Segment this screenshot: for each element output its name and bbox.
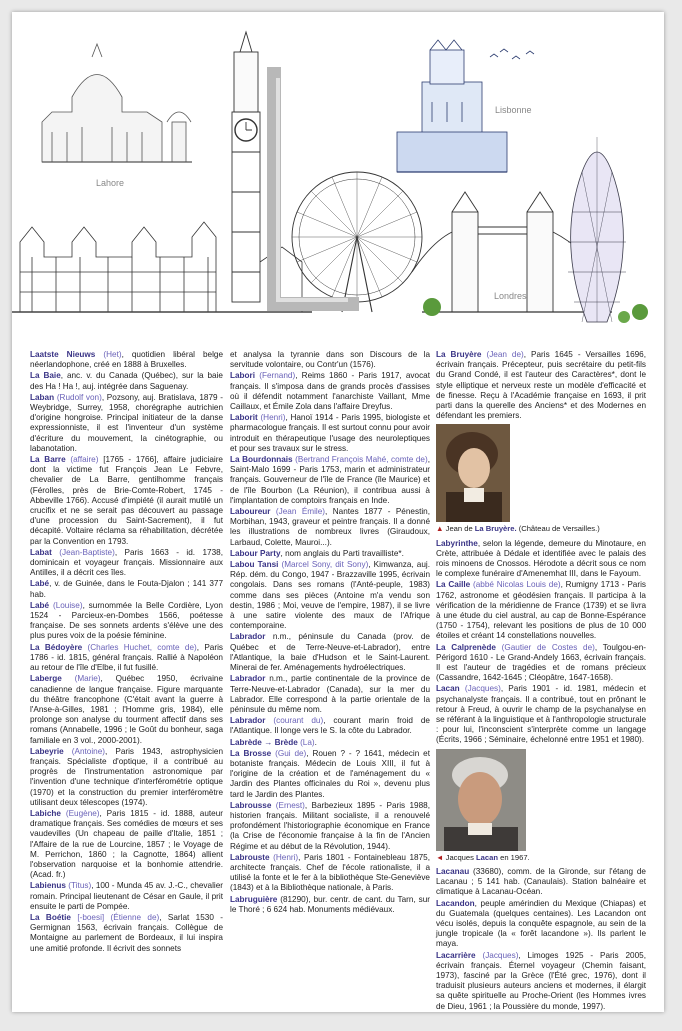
- dictionary-entry: [230, 674, 430, 715]
- dictionary-entry: [436, 539, 646, 580]
- entry-text: , Nantes 1877 - Pénestin, Morbihan, 1943, graveur et peintre français. Il a donné les illustrations de nombreux livres (Giraudoux, Larbaud, Colette, Mauroi...).: [230, 507, 430, 547]
- entry-text: (81290), bur. centr. de cant. du Tarn, sur le Thoré ; 6 624 hab. Monuments médiévaux.: [230, 894, 430, 914]
- entry-headword: Labou Tansi: [230, 560, 279, 570]
- entry-qualifier: (Bertrand François Mahé, comte de): [295, 455, 428, 465]
- dictionary-entry: [30, 674, 223, 745]
- dictionary-entry: [30, 601, 223, 642]
- entry-text: , Reims 1860 - Paris 1917, avocat français. Il s'imposa dans de grands procès d'assises où il défendit notamment l'anarchiste Vaillant, Mme Caillaux, et Émile Zola dans l'affaire Dreyfus.: [230, 371, 430, 412]
- column-2: [230, 350, 430, 916]
- entry-headword: Laborit: [230, 413, 258, 423]
- entry-text: et analysa la tyrannie dans son Discours de la servitude volontaire, ou Contr'un (1576).: [230, 350, 430, 370]
- entry-headword: La Bédoyère: [30, 642, 83, 652]
- entry-headword: Labé: [30, 579, 50, 589]
- entry-text: , Rouen ? - ? 1641, médecin et botaniste français. Médecin de Louis XIII, il fut à l'origine de la création et de l'aménagement du « Jardin des Plantes officinales du Roi », devenu plus tard le Jardin des Plantes.: [230, 748, 430, 799]
- entry-qualifier: (Marie): [74, 674, 101, 684]
- entry-headword: Laberge: [30, 674, 62, 684]
- entry-headword: Labat: [30, 547, 52, 557]
- entry-text: n.m., partie continentale de la province de Terre-Neuve-et-Labrador (Canada), sur la mer du Labrador. Elle correspond à la partie orientale de la péninsule du même nom.: [230, 674, 430, 714]
- entry-qualifier: (Eugène): [65, 808, 100, 818]
- entry-text: , Hanoï 1914 - Paris 1995, biologiste et pharmacologue français. Il est surtout connu pour avoir introduit en thérapeutique l'usage des neuroleptiques et pour ses travaux sur le stress.: [230, 413, 430, 453]
- dictionary-entry: [230, 507, 430, 548]
- lisbonne-label: Lisbonne: [495, 105, 532, 115]
- entry-text: , Barbezieux 1895 - Paris 1988, historien français. Militant socialiste, il a renouvelé profondément l'historiographie économique en France (la Crise de l'économie française à la fin de l'Ancien Régime et au début de la Révolution, 1944).: [230, 800, 430, 851]
- entry-text: , Limoges 1925 - Paris 2005, écrivain français. Éternel voyageur (Chemin faisant, 1973), fasciné par la Grèce (l'Été grec, 1976), dont il traduisit plusieurs auteurs anciens et modernes, il élargit sa quête spirituelle au Proche-Orient (les Hommes ivres de Dieu, 1961 ; la Poussière du monde, 1997).: [436, 950, 646, 1011]
- entry-text: , Rumigny 1713 - Paris 1762, astronome et géodésien français. Il participa à la vérification de la méridienne de France (1739) et se livra à une étude du ciel austral, au cap de Bonne-Espérance (1750 - 1754), relevant les positions de plus de 10 000 étoiles et créant 14 constellations nouvelles.: [436, 580, 646, 641]
- entry-headword: Labiche: [30, 808, 61, 818]
- entry-headword: Lacan: [436, 684, 460, 694]
- entry-headword: La Brosse: [230, 748, 272, 758]
- entry-text: , Toulgou-en-Périgord 1610 - Le Grand-Andely 1663, écrivain français. Il est l'auteur de tragédies et de romans précieux (Cassandre, 1642-1645 ; Cléopâtre, 1647-1658).: [436, 642, 647, 683]
- dictionary-entry: [30, 350, 223, 370]
- column-3: [436, 350, 646, 1012]
- dictionary-entry: [30, 455, 223, 547]
- dictionary-entry: [230, 350, 430, 370]
- entry-qualifier: (Gui de): [275, 748, 307, 758]
- entry-text: , quotidien libéral belge néerlandophone, créé en 1888 à Bruxelles.: [30, 350, 224, 370]
- entry-qualifier: (affaire): [70, 455, 99, 465]
- entry-text: , anc. v. du Canada (Québec), sur la baie des Ha ! Ha !, auj. intégrée dans Saguenay.: [30, 371, 223, 391]
- entry-qualifier: (Jean de): [486, 350, 524, 359]
- dictionary-entry: [30, 548, 223, 579]
- lacan-portrait: [436, 749, 526, 851]
- entry-headword: Lacarrière: [436, 950, 476, 960]
- entry-qualifier: (Jean Émile): [275, 507, 326, 517]
- entry-text: , Paris 1786 - id. 1815, général français. Rallié à Napoléon au retour de l'île d'Elbe, il fut fusillé.: [30, 642, 223, 673]
- entry-text: , Paris 1645 - Versailles 1696, écrivain français. Précepteur, puis secrétaire du petit-fils du Grand Condé, il est l'auteur des Caractères*, dont le style elliptique et nerveux reste un modèle d'efficacité et de finesse. Reçu à l'Académie française en 1693, il prit parti dans la querelle des Anciens* et des Modernes en défendant les premiers.: [436, 350, 647, 421]
- dictionary-entry: [230, 895, 430, 915]
- entry-headword: Labrador: [230, 716, 266, 726]
- dictionary-entry: [230, 632, 430, 673]
- dictionary-entry: [230, 455, 430, 506]
- triangle-marker-icon: ▲: [436, 524, 446, 534]
- dictionary-entry: [230, 371, 430, 412]
- dictionary-entry: [30, 913, 223, 954]
- entry-text: , Pozsony, auj. Bratislava, 1879 - Weybridge, Surrey, 1958, chorégraphe autrichien d'origine hongroise. Principal initiateur de la danse expressionniste, il est l'inventeur d'un système d'écriture du mouvement, la cinétographie, ou labanotation.: [30, 392, 223, 453]
- dictionary-entry: [230, 801, 430, 852]
- entry-qualifier: (Titus): [68, 881, 92, 891]
- entry-headword: La Barre: [30, 455, 66, 465]
- entry-qualifier: (Het): [103, 350, 122, 359]
- entry-qualifier: [-boesi] (Étienne de): [77, 912, 160, 922]
- entry-headword: Labruguière: [230, 894, 278, 904]
- entry-text: , peuple amérindien du Mexique (Chiapas) et du Guatemala (quelques centaines). Les Lacandon ont vécu isolés, depuis la conquête espagnole, au sein de la jungle tropicale (la « forêt lacandone »). Ils parlent le maya.: [436, 898, 646, 949]
- entry-text: , 100 - Munda 45 av. J.-C., chevalier romain. Principal lieutenant de César en Gaule, il prit ensuite le parti de Pompée.: [30, 881, 223, 911]
- entry-headword: Laboureur: [230, 507, 271, 517]
- entry-headword: Labori: [230, 371, 256, 381]
- dictionary-entry: [230, 549, 430, 559]
- entry-qualifier: (Jean-Baptiste): [59, 547, 115, 557]
- entry-headword: Labienus: [30, 881, 66, 891]
- entry-qualifier: (Ernest): [275, 800, 305, 810]
- dictionary-entry: [30, 393, 223, 454]
- entry-headword: La Caille: [436, 580, 471, 590]
- entry-qualifier: (Gautier de Costes de): [501, 642, 595, 652]
- dictionary-entry: [436, 350, 646, 421]
- dictionary-entry: [30, 881, 223, 912]
- entry-text: , Kimwanza, auj. Rép. dém. du Congo, 1947 - Brazzaville 1995, écrivain congolais. Dans ses romans (l'Anté-peuple, 1983) comme dans ses pièces (Antoine m'a vendu son destin, 1986 ; Moi, veuve de l'empire, 1987), il se livre à une satire violente des maux de l'Afrique contemporaine.: [230, 560, 430, 631]
- entry-qualifier: (La): [300, 737, 315, 747]
- la-bruyere-portrait: [436, 424, 510, 522]
- entry-headword: Lacandon: [436, 898, 475, 908]
- entry-text: , Paris 1801 - Fontainebleau 1875, architecte français. Chef de l'école rationaliste, il a utilisé la fonte et le fer à la bibliothèque Ste-Geneviève (1843) et à la Bibliothèque nationale, à Paris.: [230, 852, 430, 893]
- entry-text: , v. de Guinée, dans le Fouta-Djalon ; 141 377 hab.: [30, 579, 223, 599]
- entry-text: , Paris 1943, astrophysicien français. Spécialiste d'optique, il a contribué au progrès de l'instrumentation astronomique par l'invention d'une technique d'interférométrie optique (1970) et la construction du premier interféromètre utilisant deux télescopes (1974).: [30, 746, 224, 807]
- entry-qualifier: (Rudolf von): [56, 392, 102, 402]
- column-1: [30, 350, 223, 955]
- entry-headword: La Calprenède: [436, 642, 496, 652]
- lahore-label: Lahore: [96, 178, 125, 188]
- entry-qualifier: (Fernand): [259, 371, 296, 381]
- dictionary-entry: [230, 413, 430, 454]
- dictionary-entry: [436, 899, 646, 950]
- entry-headword: La Boétie: [30, 912, 71, 922]
- triangle-marker-icon: ◄: [436, 852, 446, 862]
- dictionary-entry: [30, 809, 223, 880]
- dictionary-entry: [230, 749, 430, 800]
- entry-qualifier: (Charles Huchet, comte de): [87, 642, 197, 652]
- entry-headword: Lacanau: [436, 866, 470, 876]
- entry-text: [1765 - 1766], affaire judiciaire dont la victime fut François Jean Le Febvre, chevalier de La Barre, gentilhomme français (Férolles, près de Brie-Comte-Robert, 1745 - Abbeville 1766). Accusé d'impiété (il aurait mutilé un crucifix et ne se serait pas découvert au passage d'une procession du Saint-Sacrement), il fut décapité. Voltaire réclama sa réhabilitation, décrétée par la Convention en 1793.: [30, 455, 223, 546]
- entry-text: , Paris 1663 - id. 1738, dominicain et voyageur français. Missionnaire aux Antilles, il a décrit ces îles.: [30, 547, 223, 578]
- entry-text: , selon la légende, demeure du Minotaure, en Crète, attribuée à Dédale et identifiée avec le palais des rois minoens de Cnossos. Hérodote a décrit sous ce nom le complexe funéraire d'Amenemhat III, dans le Fayoum.: [436, 538, 646, 579]
- dictionary-entry: [230, 738, 430, 748]
- entry-headword: Labrador: [230, 632, 266, 642]
- lahore-palace-drawing: [42, 44, 192, 162]
- entry-text: , surnommée la Belle Cordière, Lyon 1524 - Parcieux-en-Dombes 1566, poétesse française. De ses sonnets ardents s'élève une des plus pures voix de la poésie féminine.: [30, 600, 223, 641]
- dictionary-entry: [436, 951, 646, 1012]
- entry-qualifier: (Henri): [273, 852, 299, 862]
- entry-headword: Labour Party: [230, 548, 281, 558]
- entry-text: , courant marin froid de l'Atlantique. Il longe vers le S. la côte du Labrador.: [230, 716, 430, 736]
- dictionary-entry: [230, 853, 430, 894]
- dictionary-entry: [436, 643, 646, 684]
- entry-qualifier: (Louise): [52, 600, 83, 610]
- gherkin-drawing: [568, 137, 626, 322]
- entry-headword: Labrador: [230, 674, 266, 684]
- entry-text: , nom anglais du Parti travailliste*.: [280, 548, 404, 558]
- dictionary-entry: [436, 580, 646, 641]
- entry-headword: Labrède → Brède: [230, 737, 298, 747]
- la-bruyere-caption: ▲ Jean de La Bruyère. (Château de Versailles.): [436, 524, 600, 534]
- entry-qualifier: (Antoine): [71, 746, 106, 756]
- entry-qualifier: (courant du): [273, 716, 324, 726]
- entry-qualifier: (Henri): [260, 413, 286, 423]
- dictionary-entry: [436, 684, 646, 745]
- entry-qualifier: (Jacques): [482, 950, 519, 960]
- entry-text: , Québec 1950, écrivaine canadienne de langue française. Figure marquante du théâtre francophone (C'était avant la guerre à l'Anse-à-Gilles, 1981 ; l'Homme gris, 1984), elle prolonge son analyse du tourment affectif dans ses romans (Annabelle, 1996 ; le Goût du bonheur, saga familiale en 3 vol., 2000-2001).: [30, 674, 223, 745]
- entry-headword: Laatste Nieuws: [30, 350, 96, 359]
- entry-qualifier: (abbé Nicolas Louis de): [473, 580, 561, 590]
- entry-headword: Laban: [30, 392, 55, 402]
- dictionary-entry: [30, 579, 223, 599]
- entry-text: , Sarlat 1530 - Germignan 1563, écrivain français. Collègue de Montaigne au parlement de Bordeaux, il lui inspira une amitié profonde. Il écrivit des sonnets: [30, 912, 223, 953]
- cities-illustration: [12, 12, 664, 342]
- entry-qualifier: (Jacques): [464, 684, 501, 694]
- entry-text: , Paris 1815 - id. 1888, auteur dramatique français. Ses comédies de mœurs et ses vaudevilles (Un chapeau de paille d'Italie, 1851 ; l'Affaire de la rue de Lourcine, 1857 ; le Voyage de M. Perrichon, 1860 ; la Cagnotte, 1864) allient l'observation narquoise et la bonhomie attendrie. (Acad. fr.): [30, 808, 224, 880]
- entry-headword: Labrousse: [230, 800, 272, 810]
- entry-text: n.m., péninsule du Canada (prov. de Québec et de Terre-Neuve-et-Labrador), entre l'Atlantique, la baie d'Hudson et le Saint-Laurent. Minerai de fer. Aménagements hydroélectriques.: [230, 632, 430, 673]
- entry-headword: Labeyrie: [30, 746, 64, 756]
- entry-qualifier: (Marcel Sony, dit Sony): [281, 560, 369, 570]
- dictionary-entry: [30, 643, 223, 674]
- entry-text: (33680), comm. de la Gironde, sur l'étang de Lacanau ; 5 141 hab. (Canaulais). Station balnéaire et climatique à Lacanau-Océan.: [436, 866, 646, 897]
- entry-headword: Labé: [30, 600, 50, 610]
- entry-headword: Labyrinthe: [436, 538, 478, 548]
- dictionary-page: [12, 12, 664, 1012]
- entry-headword: La Bourdonnais: [230, 455, 293, 465]
- london-eye-drawing: [292, 172, 422, 312]
- entry-headword: La Bruyère: [436, 350, 482, 359]
- dictionary-entry: [436, 867, 646, 898]
- dictionary-entry: [230, 560, 430, 631]
- entry-headword: Labrouste: [230, 852, 270, 862]
- dictionary-entry: [230, 716, 430, 736]
- entry-text: .: [314, 737, 317, 747]
- dictionary-entry: [30, 371, 223, 391]
- entry-text: , Paris 1901 - id. 1981, médecin et psychanalyste français. Il a contribué, tout en prônant le retour à Freud, à ouvrir le champ de la psychanalyse en se référant à la linguistique et à l'anthropologie structurale : pour lui, l'inconscient s'interprète comme un langage (Écrits, 1966 ; Séminaire, échelonné entre 1951 et 1980).: [436, 684, 646, 745]
- entry-text: , Saint-Malo 1699 - Paris 1753, marin et administrateur français. Gouverneur de l'île de France (île Maurice) et de l'île Bourbon (La Réunion), il contribua aussi à l'implantation de comptoirs français en Inde.: [230, 455, 430, 505]
- big-ben-drawing: [232, 32, 260, 302]
- londres-label: Londres: [494, 291, 527, 301]
- dictionary-entry: [30, 747, 223, 808]
- entry-headword: La Baie: [30, 371, 61, 381]
- lacan-caption: ◄ Jacques Lacan en 1967.: [436, 852, 530, 862]
